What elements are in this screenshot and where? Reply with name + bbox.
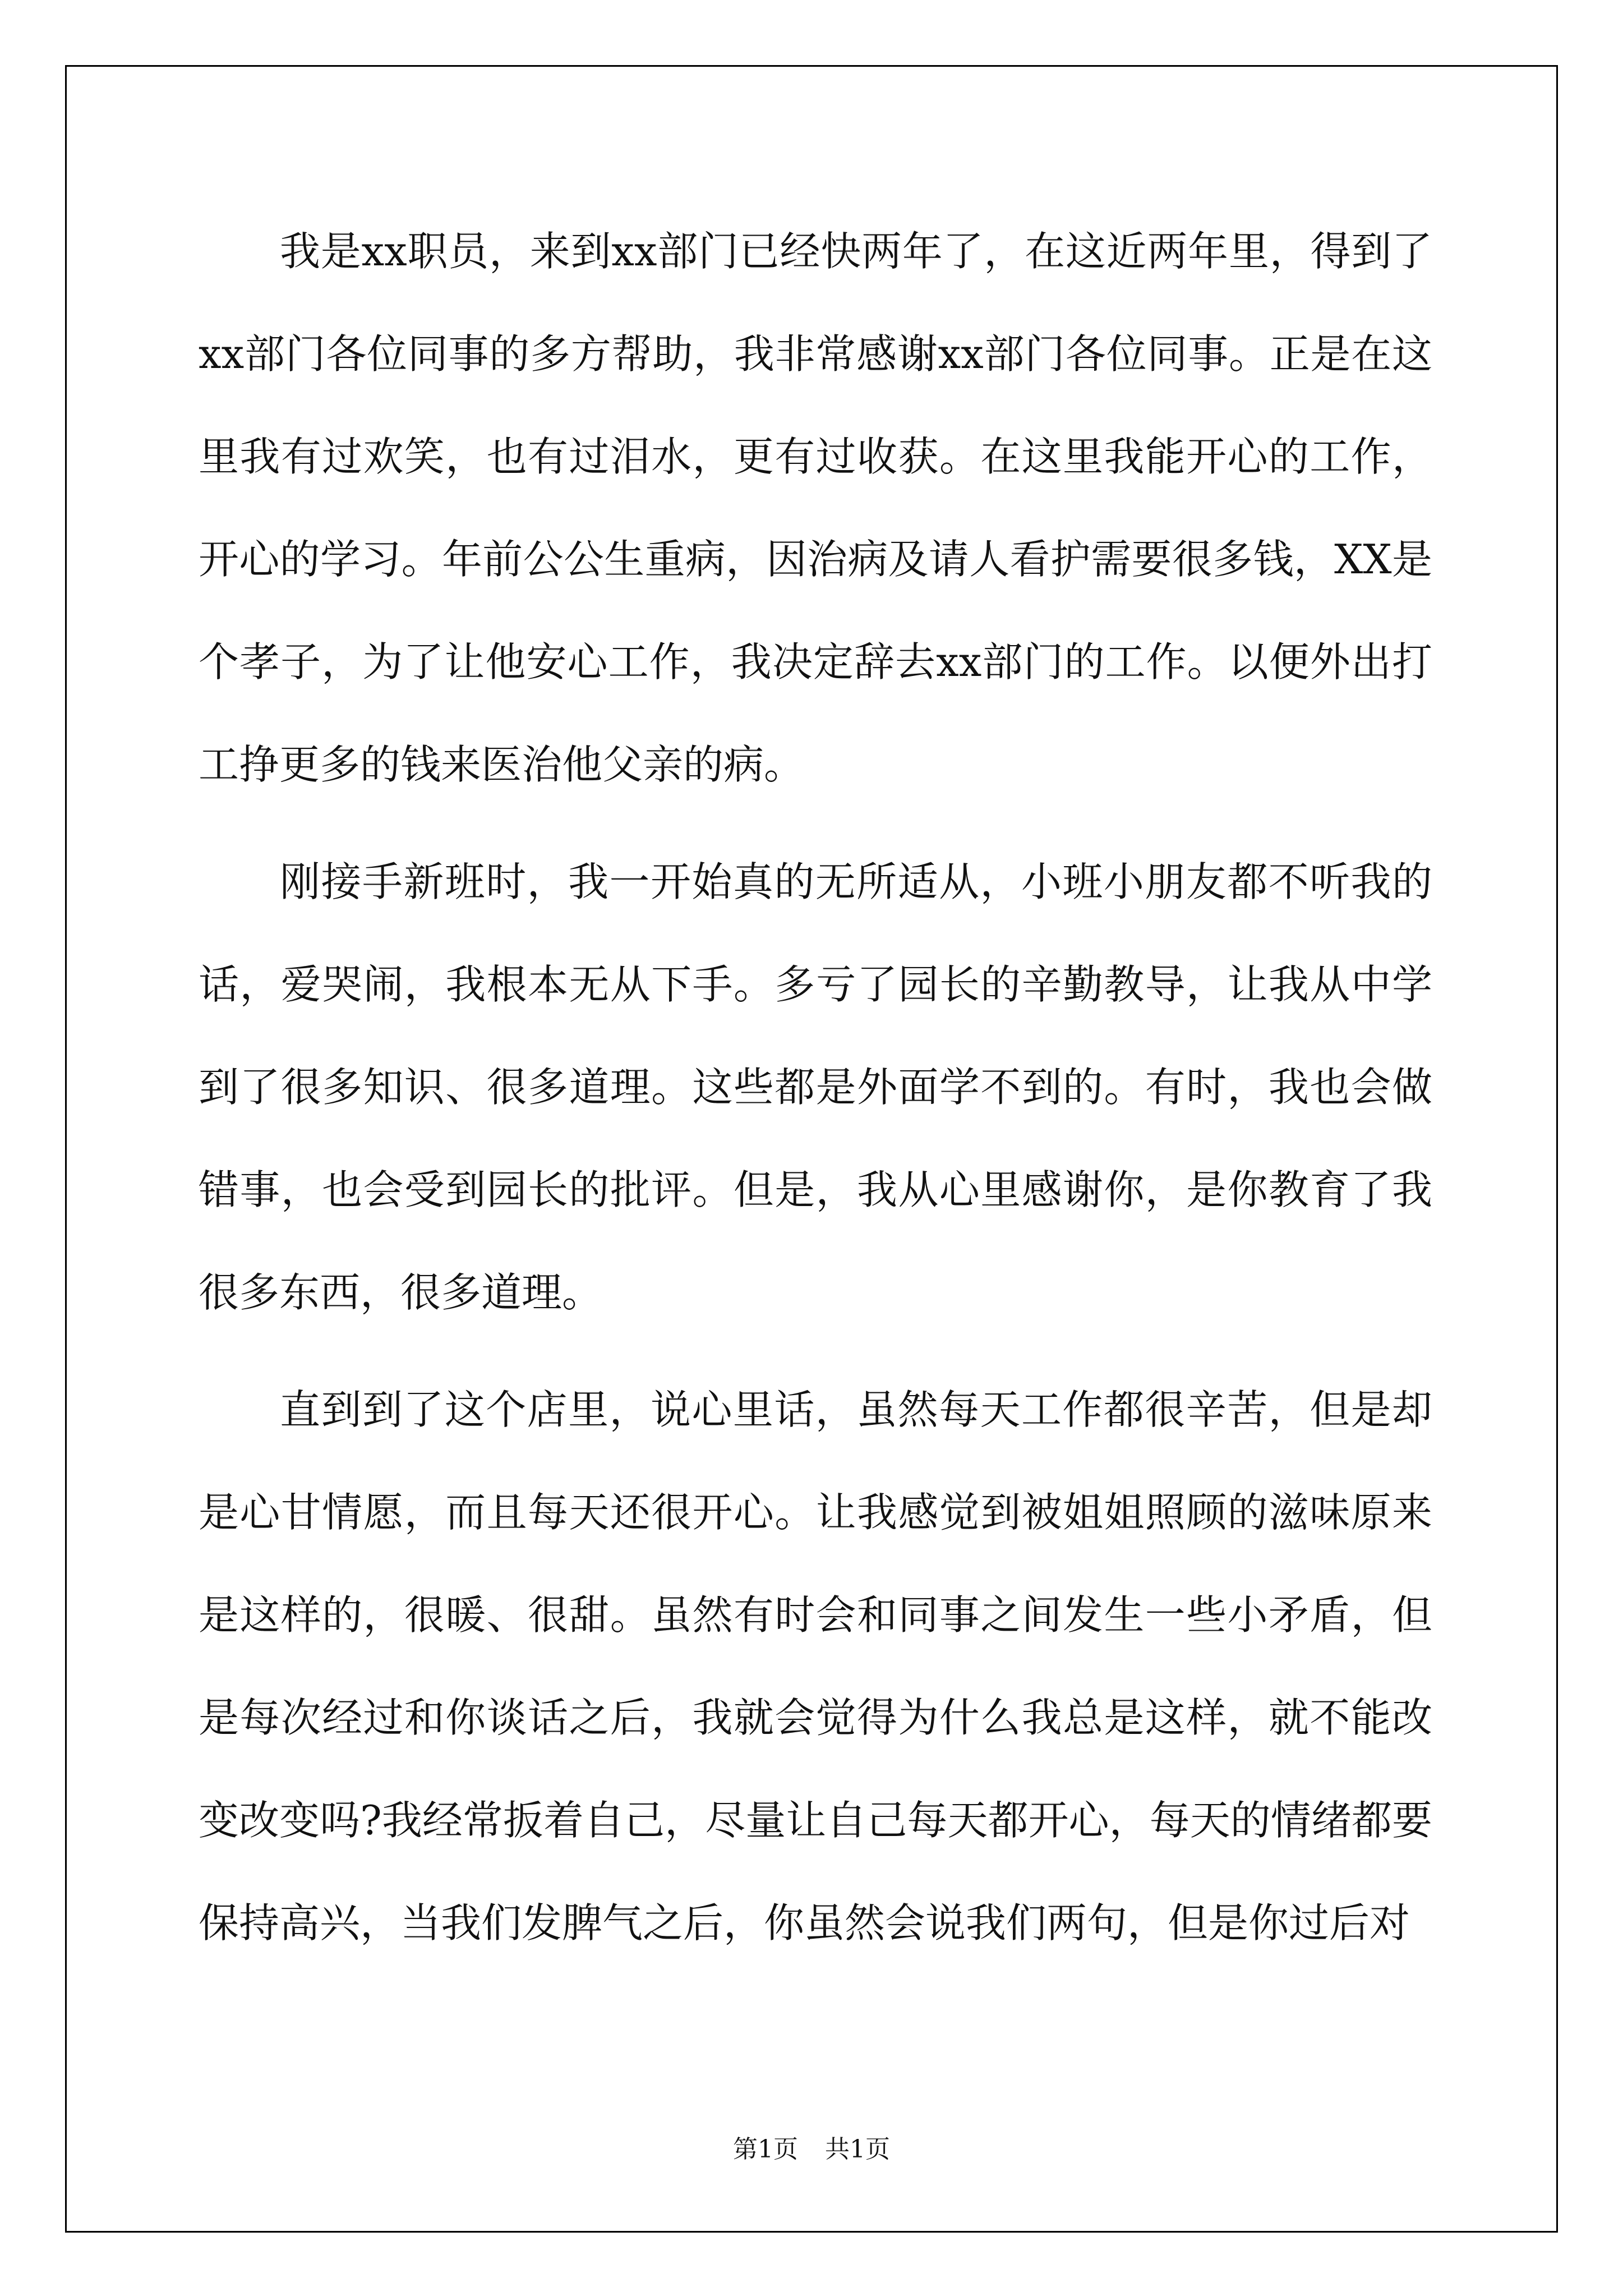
paragraph-2: 刚接手新班时，我一开始真的无所适从，小班小朋友都不听我的话，爱哭闹，我根本无从下手。多亏了园长的辛勤教导，让我从中学到了很多知识、很多道理。这些都是外面学不到的。有时，我也会做错事，也会受到园长的批评。但是，我从心里感谢你，是你教育了我很多东西，很多道理。 (199, 858, 1432, 1316)
page-number: 第1页 (733, 2135, 798, 2164)
page-footer (0, 2133, 1623, 2166)
document-body (199, 200, 1432, 1989)
page-total: 共1页 (825, 2135, 890, 2164)
paragraph-1: 我是xx职员，来到xx部门已经快两年了，在这近两年里，得到了xx部门各位同事的多方帮助，我非常感谢xx部门各位同事。正是在这里我有过欢笑，也有过泪水，更有过收获。在这里我能开心的工作，开心的学习。年前公公生重病，因治病及请人看护需要很多钱，XX是个孝子，为了让他安心工作，我决定辞去xx部门的工作。以便外出打工挣更多的钱来医治他父亲的病。 (199, 228, 1432, 788)
paragraph-3: 直到到了这个店里，说心里话，虽然每天工作都很辛苦，但是却是心甘情愿，而且每天还很开心。让我感觉到被姐姐照顾的滋味原来是这样的，很暖、很甜。虽然有时会和同事之间发生一些小矛盾，但是每次经过和你谈话之后，我就会觉得为什么我总是这样，就不能改变改变吗?我经常扳着自己，尽量让自己每天都开心，每天的情绪都要保持高兴，当我们发脾气之后，你虽然会说我们两句，但是你过后对 (199, 1386, 1432, 1947)
